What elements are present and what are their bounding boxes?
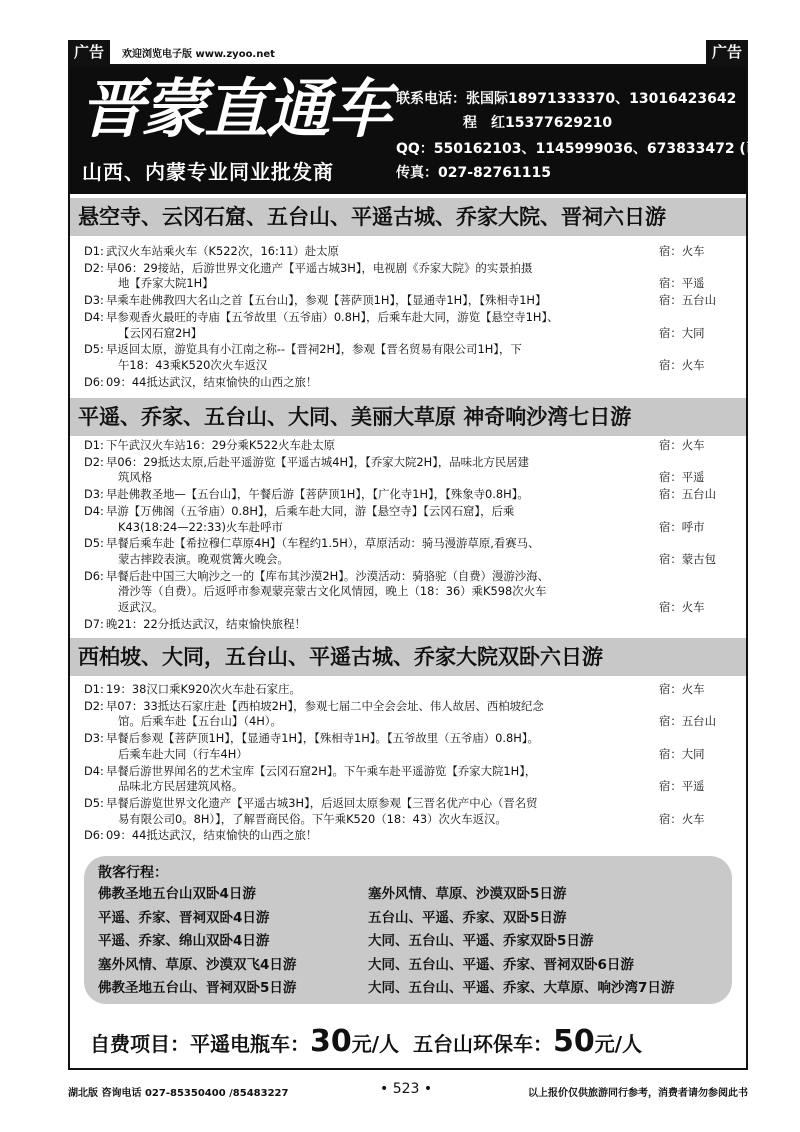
day-line: 地【乔家大院1H】 (118, 276, 214, 291)
day-lodging: 宿：平遥 (659, 470, 705, 485)
day-label: D4: (84, 763, 104, 778)
scatter-tour-item: 塞外风情、草原、沙漠双卧5日游 (368, 886, 567, 902)
day-label: D2: (84, 454, 104, 469)
ad-label-right: 广告 (706, 40, 748, 64)
self-pay-unit-2: 元/人 (594, 1032, 643, 1056)
day-description (106, 244, 680, 260)
itinerary-day (70, 293, 746, 309)
day-label: D2: (84, 260, 104, 275)
day-label: D1: (84, 682, 104, 696)
day-lodging: 宿：蒙古包 (659, 551, 716, 566)
day-description (106, 455, 680, 486)
itinerary-day (70, 796, 746, 827)
day-line: 早餐后游世界闻名的艺术宝库【云冈石窟2H】。下午乘车赴平遥游览【乔家大院1H】， (106, 763, 537, 778)
day-description (106, 796, 680, 827)
day-line: 晚21：22分抵达武汉，结束愉快旅程！ (106, 616, 306, 631)
itinerary-day (70, 682, 746, 698)
day-line: 午18：43乘K520次火车返汉 (118, 357, 268, 372)
day-label: D5: (84, 796, 104, 810)
day-label: D3: (84, 487, 104, 502)
day-label: D3: (84, 731, 104, 746)
day-lodging: 宿：大同 (659, 746, 705, 761)
footer-contact: 湖北版 咨询电话 027-85350400 /85483227 (68, 1088, 289, 1099)
day-description (106, 342, 680, 373)
itinerary-day (70, 504, 746, 535)
day-description (106, 731, 680, 762)
itinerary-day (70, 699, 746, 730)
top-strip (68, 40, 748, 64)
day-label: D6: (84, 828, 104, 843)
day-label: D4: (84, 504, 104, 518)
scatter-tour-item: 平遥、乔家、绵山双卧4日游 (98, 933, 270, 949)
day-line: 09：44抵达武汉，结束愉快的山西之旅！ (106, 828, 318, 843)
self-pay-items (90, 1024, 642, 1059)
day-lodging: 宿：五台山 (659, 487, 716, 502)
day-line: 滑沙等（自费）。后返呼市参观蒙亮蒙古文化风情园，晚上（18：36）乘K598次火车 (118, 584, 547, 599)
brand-logo: 晋蒙直通车 (80, 72, 390, 147)
day-description (106, 504, 680, 535)
itinerary-day (70, 569, 746, 616)
day-description (106, 569, 680, 616)
day-lodging: 宿：火车 (659, 357, 705, 372)
day-lodging: 宿：大同 (659, 325, 705, 340)
day-line: 早餐后参观【菩萨顶1H】，【显通寺1H】，【殊相寺1H】。【五爷故里（五爷庙）0.8H】。 (106, 731, 539, 746)
day-description (106, 682, 680, 698)
day-line: 筑风格 (118, 470, 153, 485)
day-line: 返武汉。 (118, 599, 164, 614)
day-label: D2: (84, 698, 104, 713)
day-description (106, 699, 680, 730)
itinerary-day (70, 438, 746, 454)
day-line: 武汉火车站乘火车（K522次，16:11）赴太原 (106, 244, 339, 258)
day-lodging: 宿：火车 (659, 811, 705, 826)
self-pay-price-1: 30 (310, 1024, 352, 1059)
contact-fax: 传真：027-82761115 (396, 165, 551, 181)
day-line: 早游【万佛阁（五爷庙）0.8H】，后乘车赴大同，游【悬空寺】【云冈石窟】，后乘 (106, 504, 515, 518)
day-label: D5: (84, 536, 104, 551)
day-lodging: 宿：火车 (659, 599, 705, 614)
self-pay-unit-1: 元/人 (351, 1032, 400, 1056)
itinerary-day (70, 617, 746, 633)
itinerary-day (70, 261, 746, 292)
brand-tagline: 山西、内蒙专业同业批发商 (82, 160, 334, 184)
day-label: D6: (84, 568, 104, 583)
day-line: 馆。后乘车赴【五台山】（4H）。 (118, 714, 282, 729)
day-lodging: 宿：火车 (659, 682, 705, 696)
day-line: 早返回太原，游览具有小江南之称--【晋祠2H】，参观【晋名贸易有限公司1H】，下 (106, 342, 522, 357)
day-description (106, 487, 680, 503)
day-line: 【云冈石窟2H】 (118, 325, 203, 340)
self-pay-label: 自费项目： (90, 1032, 190, 1056)
itinerary-day (70, 764, 746, 795)
itinerary-day (70, 310, 746, 341)
itinerary-day (70, 731, 746, 762)
day-description (106, 293, 680, 309)
page-number: • 523 • (380, 1081, 433, 1097)
itinerary-day (70, 455, 746, 486)
day-line: 早参观香火最旺的寺庙【五爷故里（五爷庙）0.8H】，后乘车赴大同，游览【悬空寺1H】、 (106, 310, 559, 324)
day-line: 品味北方民居建筑风格。 (118, 779, 244, 794)
itinerary-day (70, 342, 746, 373)
contact-phone: 联系电话：张国际18971333370、13016423642 (396, 91, 737, 107)
day-line: 早乘车赴佛教四大名山之首【五台山】，参观【菩萨顶1H】，【显通寺1H】，【殊相寺1H】 (106, 293, 547, 308)
scatter-tour-item: 佛教圣地五台山双卧4日游 (98, 886, 256, 902)
day-line: 19：38汉口乘K920次火车赴石家庄。 (106, 682, 301, 696)
day-line: 早06：29接站，后游世界文化遗产【平遥古城3H】，电视剧《乔家大院》的实景拍摄 (106, 260, 533, 275)
itinerary-day (70, 536, 746, 567)
scatter-tour-item: 塞外风情、草原、沙漠双飞4日游 (98, 956, 297, 973)
day-line: 早赴佛教圣地—【五台山】，午餐后游【菩萨顶1H】，【广化寺1H】，【殊象寺0.8H】。 (106, 487, 529, 502)
welcome-text: 欢迎浏览电子版 www.zyoo.net (122, 49, 275, 60)
day-line: 蒙古摔跤表演。晚观赏篝火晚会。 (118, 551, 289, 566)
day-lodging: 宿：火车 (659, 244, 705, 258)
day-label: D1: (84, 438, 104, 452)
day-line: 09：44抵达武汉，结束愉快的山西之旅！ (106, 374, 318, 389)
itinerary-day (70, 487, 746, 503)
route-title: 西柏坡、大同，五台山、平遥古城、乔家大院双卧六日游 (70, 638, 746, 676)
day-description (106, 375, 680, 391)
day-line: 后乘车赴大同（行车4H） (118, 746, 248, 761)
contact-qq: QQ：550162103、1145999036、673833472 (已满) (396, 141, 781, 157)
day-description (106, 261, 680, 292)
day-description (106, 310, 680, 341)
day-lodging: 宿：呼市 (659, 519, 705, 534)
day-lodging: 宿：五台山 (659, 293, 716, 308)
day-line: 易有限公司0。8H）】，了解晋商民俗。下午乘K520（18：43）次火车返汉。 (118, 811, 507, 826)
route-title: 悬空寺、云冈石窟、五台山、平遥古城、乔家大院、晋祠六日游 (70, 198, 746, 236)
day-label: D5: (84, 342, 104, 357)
day-description (106, 438, 680, 454)
scatter-tour-item: 大同、五台山、平遥、乔家双卧5日游 (368, 933, 594, 949)
ad-label-left: 广告 (68, 40, 110, 64)
day-label: D4: (84, 310, 104, 324)
day-label: D3: (84, 293, 104, 308)
day-line: 早06：29抵达太原,后赴平遥游览【平遥古城4H】，【乔家大院2H】，品味北方民居建 (106, 454, 530, 469)
scatter-tour-item: 五台山、平遥、乔家、双卧5日游 (368, 909, 567, 926)
day-description (106, 764, 680, 795)
day-description (106, 828, 680, 844)
day-lodging: 宿：平遥 (659, 779, 705, 794)
contact-phone-2: 程 红15377629210 (463, 115, 613, 131)
scatter-tour-item: 大同、五台山、平遥、乔家、大草原、响沙湾7日游 (368, 980, 675, 996)
footer-disclaimer: 以上报价仅供旅游同行参考，消费者请勿参阅此书 (528, 1088, 748, 1099)
day-label: D1: (84, 244, 104, 258)
day-line: 早餐后游览世界文化遗产【平遥古城3H】，后返回太原参观【三晋名优产中心（晋名贸 (106, 796, 538, 810)
day-lodging: 宿：火车 (659, 438, 705, 452)
day-line: 早餐后乘车赴【希拉穆仁草原4H】（车程约1.5H），草原活动：骑马漫游草原,看赛马、 (106, 536, 540, 551)
day-line: 下午武汉火车站16：29分乘K522火车赴太原 (106, 438, 336, 452)
route-title: 平遥、乔家、五台山、大同、美丽大草原 神奇响沙湾七日游 (70, 398, 746, 436)
scatter-tour-item: 佛教圣地五台山、晋祠双卧5日游 (98, 980, 297, 996)
itinerary-day (70, 828, 746, 844)
scatter-tours-box (84, 856, 732, 1004)
day-lodging: 宿：五台山 (659, 714, 716, 729)
day-lodging: 宿：平遥 (659, 276, 705, 291)
day-description (106, 617, 680, 633)
self-pay-item-1: 平遥电瓶车： (190, 1032, 310, 1056)
brand-header (70, 66, 781, 194)
day-label: D7: (84, 616, 104, 631)
itinerary-day (70, 244, 746, 260)
itinerary-day (70, 375, 746, 391)
day-label: D6: (84, 374, 104, 389)
day-line: 早餐后赴中国三大响沙之一的【库布其沙漠2H】。沙漠活动：骑骆驼（自费）漫游沙海、 (106, 568, 549, 583)
self-pay-item-2: 五台山环保车： (413, 1032, 553, 1056)
scatter-title: 散客行程： (98, 865, 168, 881)
day-description (106, 536, 680, 567)
day-line: 早07：33抵达石家庄赴【西柏坡2H】，参观七届二中全会会址、伟人故居、西柏坡纪念 (106, 698, 544, 713)
scatter-tour-item: 大同、五台山、平遥、乔家、晋祠双卧6日游 (368, 956, 634, 973)
scatter-tour-item: 平遥、乔家、晋祠双卧4日游 (98, 909, 270, 926)
ad-frame (68, 64, 781, 1070)
day-line: K43(18:24—22:33)火车赴呼市 (118, 519, 283, 534)
self-pay-price-2: 50 (553, 1024, 595, 1059)
